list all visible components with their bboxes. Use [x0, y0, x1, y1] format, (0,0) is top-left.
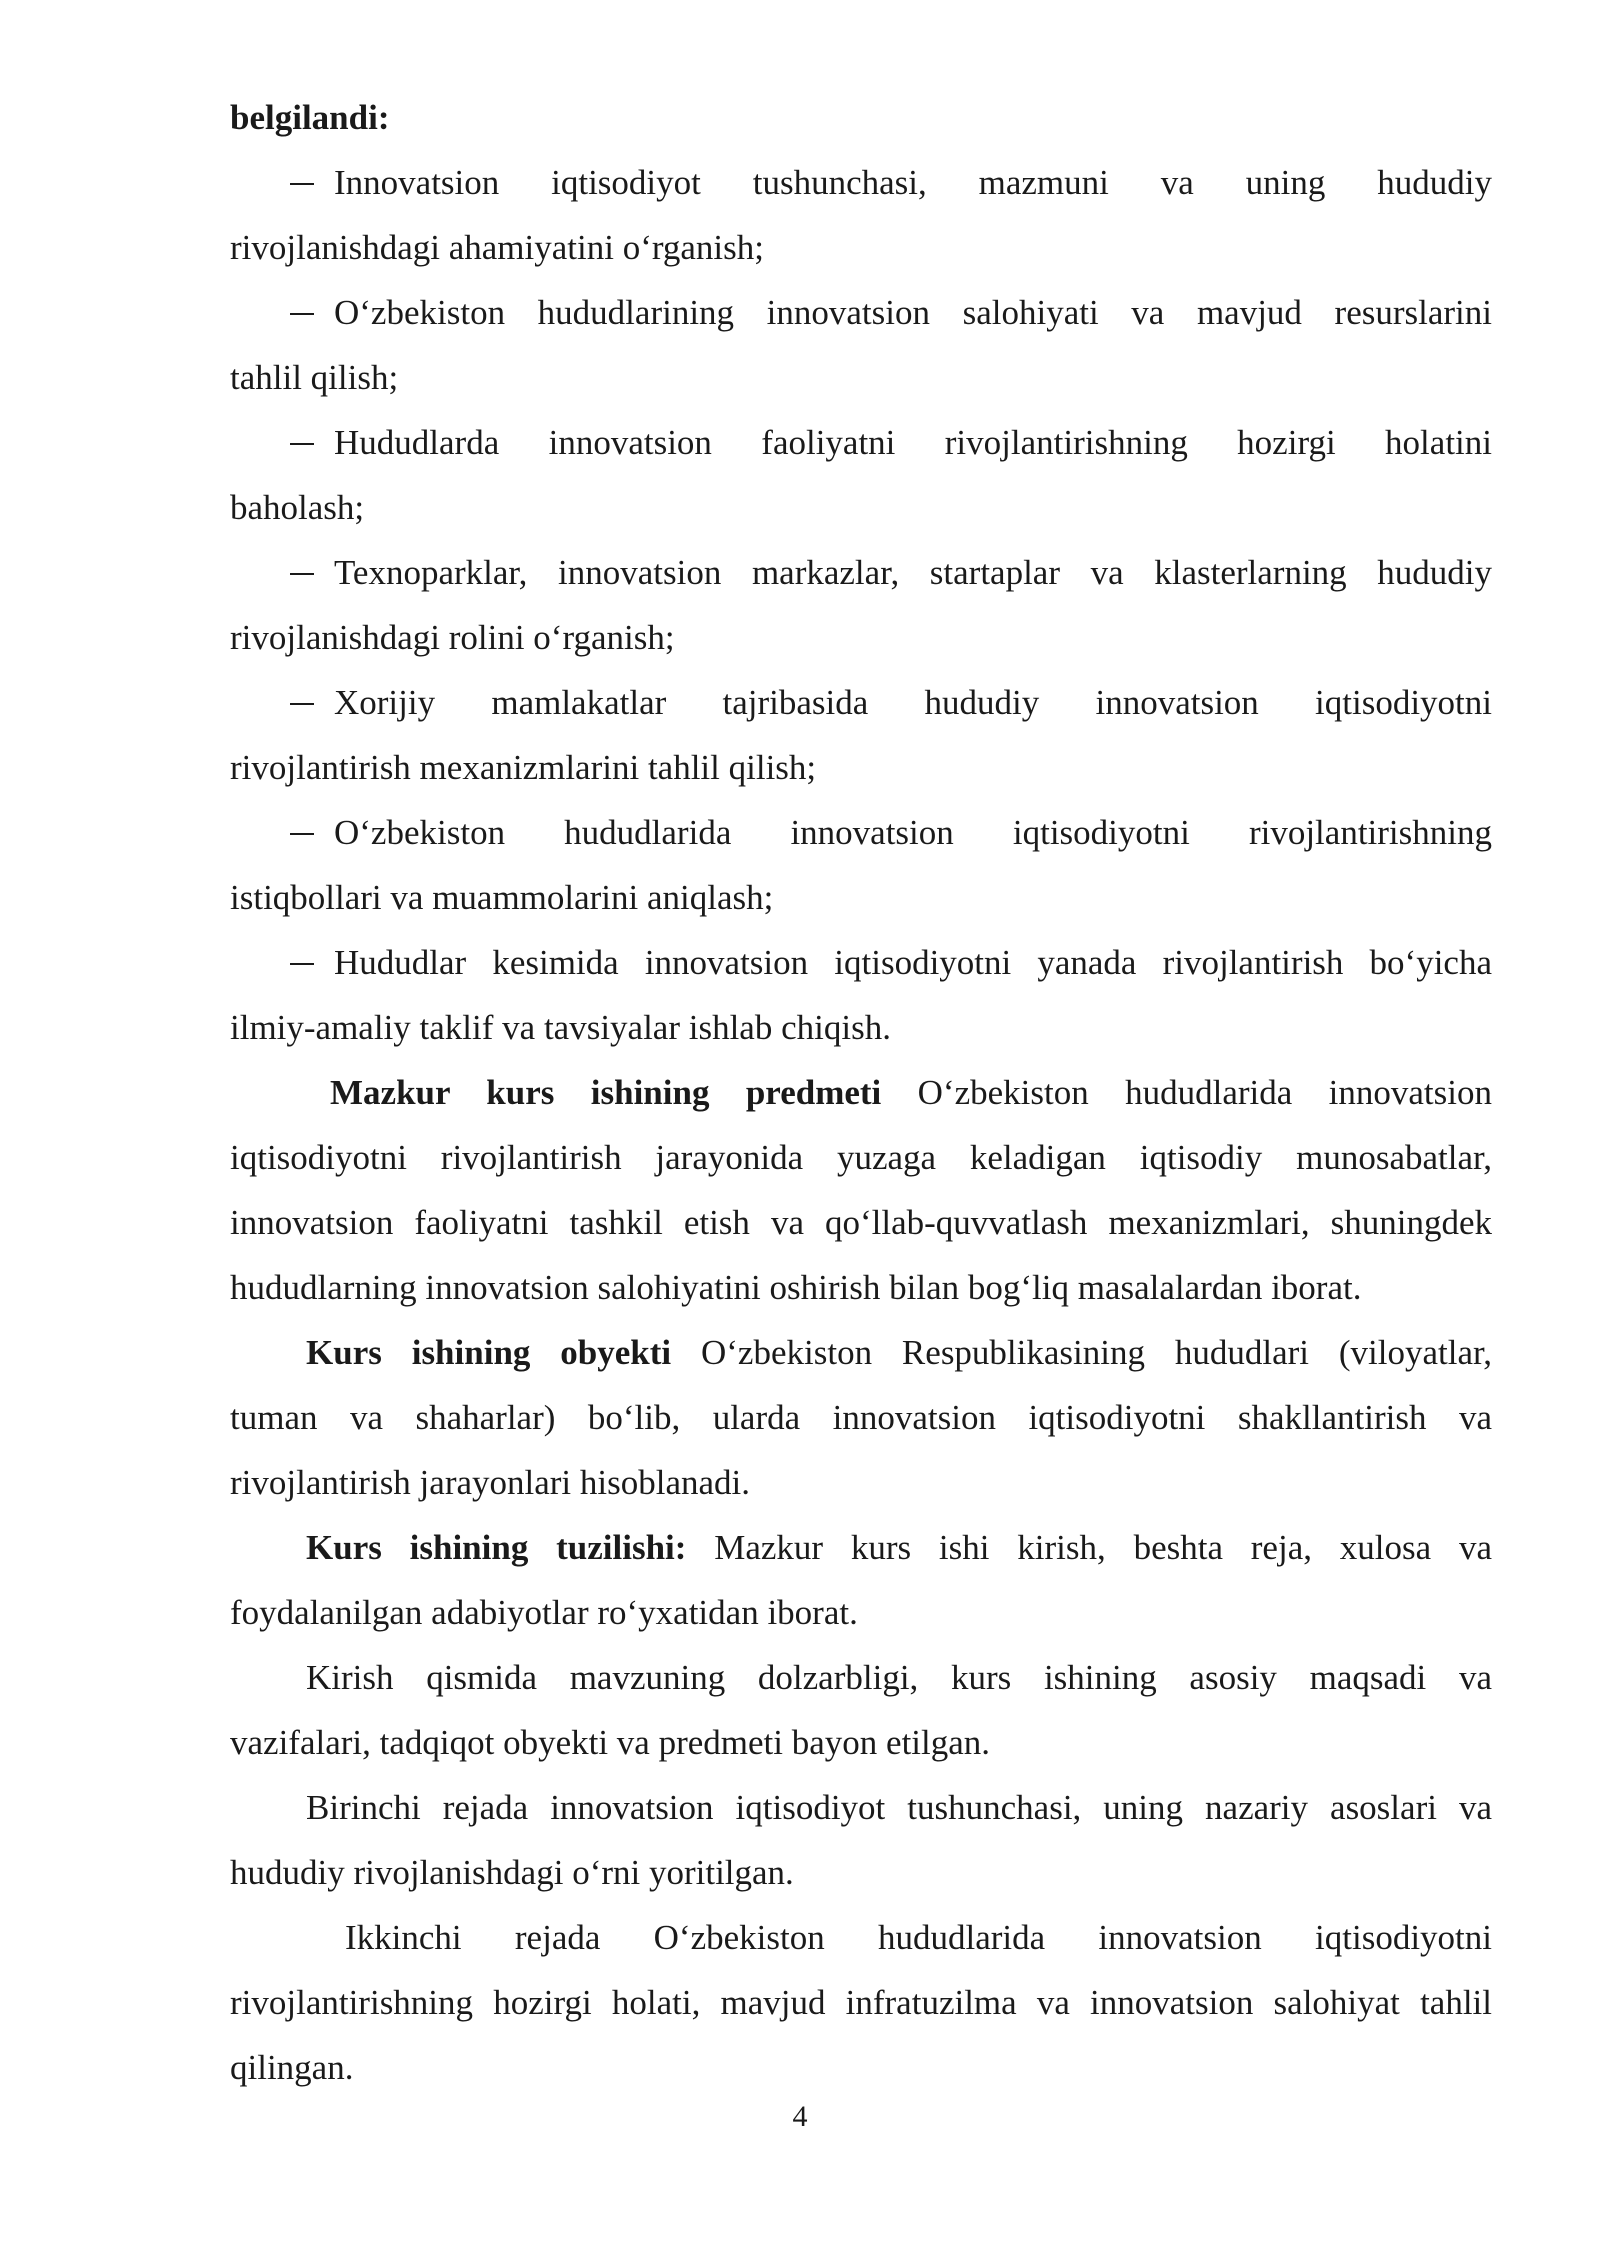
document-body: [230, 85, 1492, 2100]
dash-icon: [290, 313, 314, 315]
bullet-item: Texnoparklar, innovatsion markazlar, startaplar va klasterlarning hududiy rivojlanishdagi rolini o‘rganish;: [230, 553, 1492, 657]
page-number: 4: [792, 2100, 808, 2133]
object-paragraph: Kurs ishining obyekti O‘zbekiston Respublikasining hududlari (viloyatlar, tuman va shaharlar) bo‘lib, ularda innovatsion iqtisodiyotni shakllantirish va rivojlantirish jarayonlari hisoblanadi.: [230, 1333, 1492, 1502]
bullet-item: Hududlar kesimida innovatsion iqtisodiyotni yanada rivojlantirish bo‘yicha ilmiy-amaliy taklif va tavsiyalar ishlab chiqish.: [230, 943, 1492, 1047]
dash-icon: [290, 963, 314, 965]
bullet-item: Xorijiy mamlakatlar tajribasida hududiy innovatsion iqtisodiyotni rivojlantirish mexanizmlarini tahlil qilish;: [230, 683, 1492, 787]
bullet-item: Hududlarda innovatsion faoliyatni rivojlantirishning hozirgi holatini baholash;: [230, 423, 1492, 527]
dash-icon: [290, 183, 314, 185]
object-label: Kurs ishining obyekti: [306, 1333, 672, 1372]
structure-label: Kurs ishining tuzilishi:: [306, 1528, 687, 1567]
subject-label: Mazkur kurs ishining predmeti: [330, 1073, 882, 1112]
dash-icon: [290, 573, 314, 575]
dash-icon: [290, 703, 314, 705]
first-plan-paragraph: Birinchi rejada innovatsion iqtisodiyot tushunchasi, uning nazariy asoslari va hududiy rivojlanishdagi o‘rni yoritilgan.: [230, 1788, 1492, 1892]
dash-icon: [290, 833, 314, 835]
subject-paragraph: Mazkur kurs ishining predmeti O‘zbekiston hududlarida innovatsion iqtisodiyotni rivojlantirish jarayonida yuzaga keladigan iqtisodiy munosabatlar, innovatsion faoliyatni tashkil etish va qo‘llab-quvvatlash mexanizmlari, shuningdek hududlarning innovatsion salohiyatini oshirish bilan bog‘liq masalalardan iborat.: [230, 1073, 1492, 1307]
intro-part-paragraph: Kirish qismida mavzuning dolzarbligi, kurs ishining asosiy maqsadi va vazifalari, tadqiqot obyekti va predmeti bayon etilgan.: [230, 1658, 1492, 1762]
bullet-item: O‘zbekiston hududlarida innovatsion iqtisodiyotni rivojlantirishning istiqbollari va muammolarini aniqlash;: [230, 813, 1492, 917]
bullet-item: O‘zbekiston hududlarining innovatsion salohiyati va mavjud resurslarini tahlil qilish;: [230, 293, 1492, 397]
intro-heading: belgilandi:: [230, 98, 390, 137]
second-plan-paragraph: Ikkinchi rejada O‘zbekiston hududlarida innovatsion iqtisodiyotni rivojlantirishning hozirgi holati, mavjud infratuzilma va innovatsion salohiyat tahlil qilingan.: [230, 1918, 1492, 2087]
bullet-item: Innovatsion iqtisodiyot tushunchasi, mazmuni va uning hududiy rivojlanishdagi ahamiyatini o‘rganish;: [230, 163, 1492, 267]
dash-icon: [290, 443, 314, 445]
structure-paragraph: Kurs ishining tuzilishi: Mazkur kurs ishi kirish, beshta reja, xulosa va foydalanilgan adabiyotlar ro‘yxatidan iborat.: [230, 1528, 1492, 1632]
